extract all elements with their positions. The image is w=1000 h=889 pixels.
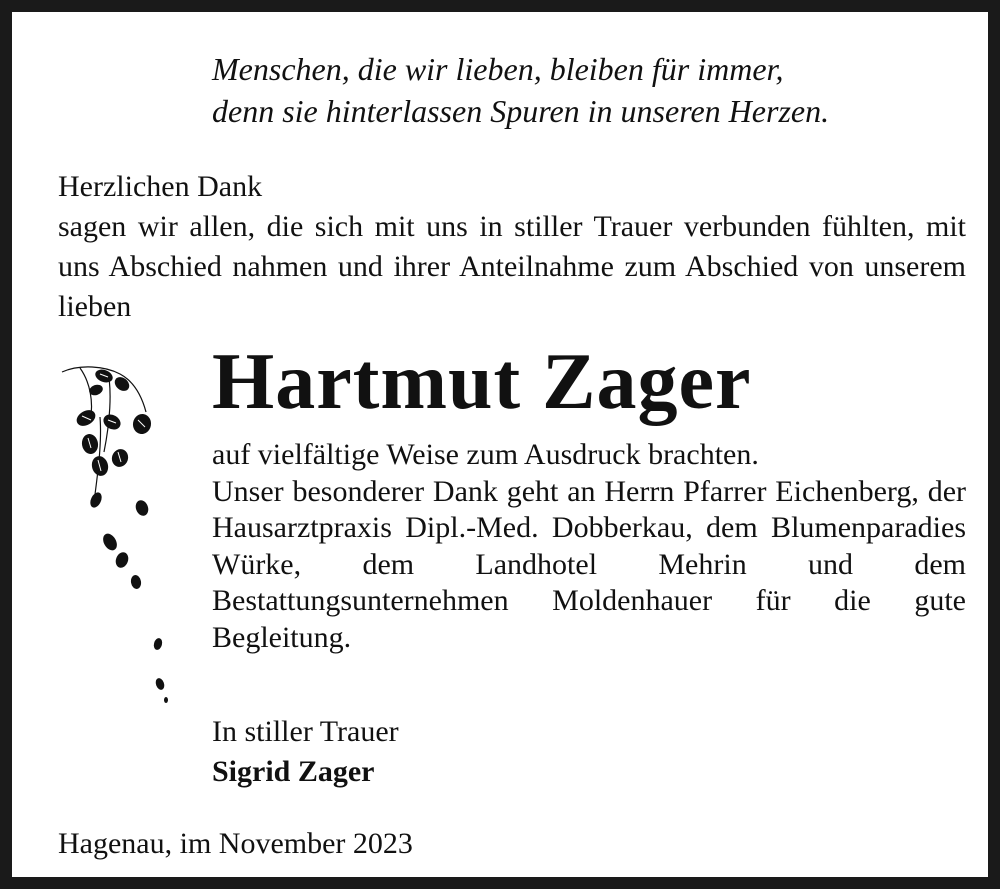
- deceased-name: Hartmut Zager: [212, 338, 752, 426]
- closing-label: In stiller Trauer: [212, 715, 399, 748]
- body-section: [212, 437, 966, 656]
- signer-name: Sigrid Zager: [212, 755, 375, 788]
- body-line-1: auf vielfältige Weise zum Ausdruck brachten.: [212, 438, 759, 471]
- closing-section: [212, 712, 399, 792]
- place-date: Hagenau, im November 2023: [58, 827, 413, 860]
- motto-line-1: Menschen, die wir lieben, bleiben für immer,: [212, 51, 784, 87]
- motto-line-2: denn sie hinterlassen Spuren in unseren Herzen.: [212, 93, 830, 129]
- motto: [212, 48, 952, 132]
- intro-heading: Herzlichen Dank: [58, 170, 263, 203]
- leaf-branch-icon: [60, 362, 170, 707]
- body-thanks: Unser besonderer Dank geht an Herrn Pfarrer Eichenberg, der Hausarztpraxis Dipl.-Med. Dobberkau, dem Blumenparadies Würke, dem Landhotel Mehrin und dem Bestattungsunternehmen Moldenhauer für die gute Begleitung.: [212, 474, 966, 654]
- intro-section: [58, 167, 966, 327]
- intro-text: sagen wir allen, die sich mit uns in stiller Trauer verbunden fühlten, mit uns Abschied nahmen und ihrer Anteilnahme zum Abschied von unserem lieben: [58, 210, 966, 323]
